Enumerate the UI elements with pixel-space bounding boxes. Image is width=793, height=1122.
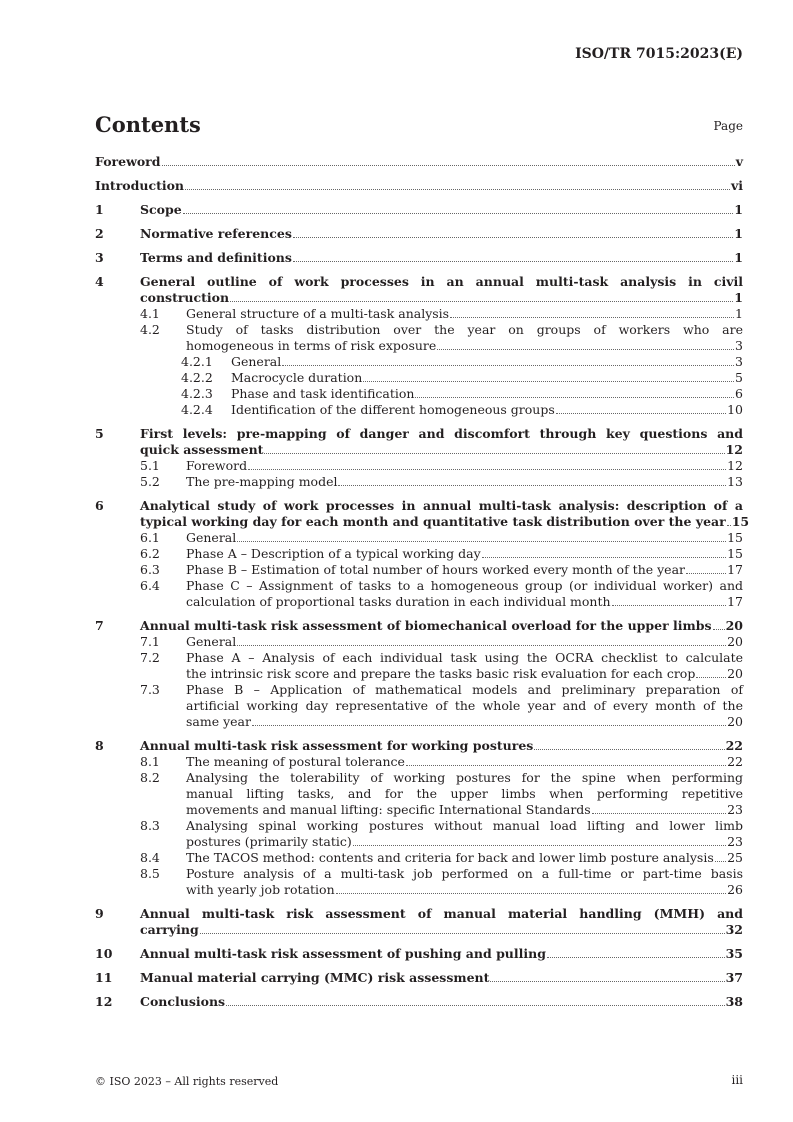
toc-entry-page: 17 (727, 594, 743, 609)
toc-entry-page: 25 (727, 850, 743, 865)
dot-leader (185, 189, 730, 190)
dot-leader (406, 765, 726, 766)
toc-entry-title-line: The TACOS method: contents and criteria for back and lower limb posture analysis (186, 850, 714, 865)
toc-entry-title-line: postures (primarily static) (186, 834, 352, 849)
toc-entry-page: vi (730, 178, 743, 193)
toc-entry-number: 2 (95, 226, 104, 241)
toc-entry-page: 12 (727, 458, 743, 473)
toc-entry-number: 7.2 (140, 650, 160, 665)
dot-leader (415, 397, 734, 398)
contents-heading: Contents (95, 112, 201, 137)
toc-entry-title-line: Analysing spinal working postures without manual load lifting and lower limb (186, 818, 743, 833)
toc-entry-number: 5 (95, 426, 104, 441)
toc-entry-number: 8.3 (140, 818, 160, 833)
dot-leader (293, 237, 733, 238)
toc-entry-number: 9 (95, 906, 104, 921)
toc-entry-number: 7 (95, 618, 104, 633)
toc-entry-number: 8.1 (140, 754, 160, 769)
copyright-footer: © ISO 2023 – All rights reserved (95, 1075, 279, 1088)
toc-entry[interactable] (95, 994, 743, 1010)
toc-entry-title-line: General (186, 634, 237, 649)
toc-entry-page: 15 (731, 514, 750, 529)
toc-entry-title-line: typical working day for each month and quantitative task distribution over the year (140, 514, 726, 529)
toc-entry-title-line: Identification of the different homogeneous groups (231, 402, 555, 417)
toc-entry[interactable] (95, 850, 743, 866)
dot-leader (612, 605, 727, 606)
toc-entry[interactable] (95, 618, 743, 634)
toc-entry-title-line: Posture analysis of a multi-task job performed on a full-time or part-time basis (186, 866, 743, 881)
toc-entry-page: 32 (725, 922, 743, 937)
toc-entry[interactable] (95, 682, 743, 730)
dot-leader (353, 845, 726, 846)
toc-entry-title-line: Foreword (186, 458, 248, 473)
toc-entry-page: v (735, 154, 743, 169)
dot-leader (727, 525, 731, 526)
toc-entry[interactable] (95, 578, 743, 610)
toc-entry-title-line: Introduction (95, 178, 185, 193)
toc-entry-title-line: Annual multi-task risk assessment of pushing and pulling (140, 946, 546, 961)
toc-entry[interactable] (95, 498, 750, 530)
toc-entry-title-line: Phase C – Assignment of tasks to a homogeneous group (or individual worker) and (186, 578, 743, 593)
toc-entry-page: 12 (725, 442, 743, 457)
toc-entry-number: 4 (95, 274, 104, 289)
dot-leader (230, 301, 733, 302)
toc-entry-number: 4.2.1 (181, 354, 213, 369)
toc-entry-page: 20 (727, 714, 743, 729)
dot-leader (282, 365, 734, 366)
toc-entry-page: 23 (727, 834, 743, 849)
dot-leader (715, 861, 726, 862)
toc-entry-title-line: with yearly job rotation (186, 882, 335, 897)
toc-entry-page: 13 (727, 474, 743, 489)
toc-entry[interactable] (95, 322, 743, 354)
toc-entry-title-line: The meaning of postural tolerance (186, 754, 405, 769)
toc-entry[interactable] (95, 426, 743, 458)
toc-entry-title-line: carrying (140, 922, 199, 937)
dot-leader (226, 1005, 725, 1006)
toc-entry[interactable] (95, 402, 743, 418)
toc-entry-page: 10 (727, 402, 743, 417)
toc-entry-page: 5 (735, 370, 743, 385)
dot-leader (237, 645, 726, 646)
dot-leader (592, 813, 726, 814)
toc-entry[interactable] (95, 738, 743, 754)
toc-entry-title-line: Phase B – Application of mathematical models and preliminary preparation of (186, 682, 743, 697)
dot-leader (237, 541, 726, 542)
toc-entry-page: 1 (734, 202, 743, 217)
toc-entry-number: 6.1 (140, 530, 160, 545)
toc-entry-title-line: Normative references (140, 226, 292, 241)
toc-entry[interactable] (95, 226, 743, 242)
toc-entry-number: 6.4 (140, 578, 160, 593)
dot-leader (713, 629, 725, 630)
page-number: iii (731, 1073, 743, 1087)
toc-entry-title-line: The pre-mapping model (186, 474, 338, 489)
toc-entry-number: 5.1 (140, 458, 160, 473)
toc-entry-title-line: Annual multi-task risk assessment for working postures (140, 738, 534, 753)
dot-leader (162, 165, 735, 166)
toc-entry-page: 17 (727, 562, 743, 577)
toc-entry-number: 4.1 (140, 306, 160, 321)
toc-entry-page: 20 (727, 634, 743, 649)
toc-entry-number: 8.4 (140, 850, 160, 865)
toc-entry-number: 11 (95, 970, 113, 985)
toc-entry-number: 3 (95, 250, 104, 265)
toc-entry[interactable] (95, 250, 743, 266)
toc-entry-page: 20 (727, 666, 743, 681)
toc-entry-title-line: Scope (140, 202, 182, 217)
toc-entry-number: 4.2.4 (181, 402, 213, 417)
toc-entry[interactable] (95, 634, 743, 650)
toc-entry[interactable] (95, 306, 743, 322)
toc-entry-page: 15 (727, 546, 743, 561)
toc-entry-title-line: Annual multi-task risk assessment of biomechanical overload for the upper limbs (140, 618, 712, 633)
toc-entry-title-line: Annual multi-task risk assessment of manual material handling (MMH) and (140, 906, 743, 921)
dot-leader (200, 933, 725, 934)
toc-entry-page: 6 (735, 386, 743, 401)
dot-leader (252, 725, 726, 726)
toc-entry-page: 38 (725, 994, 743, 1009)
dot-leader (686, 573, 726, 574)
toc-entry-page: 20 (725, 618, 743, 633)
dot-leader (183, 213, 734, 214)
toc-entry-number: 6.3 (140, 562, 160, 577)
toc-entry-title-line: Study of tasks distribution over the year on groups of workers who are (186, 322, 743, 337)
toc-entry[interactable] (95, 274, 743, 306)
dot-leader (248, 469, 726, 470)
toc-entry-title-line: General (231, 354, 282, 369)
dot-leader (336, 893, 726, 894)
toc-entry-page: 23 (727, 802, 743, 817)
dot-leader (338, 485, 726, 486)
toc-entry-number: 12 (95, 994, 113, 1009)
toc-entry-page: 3 (735, 338, 743, 353)
dot-leader (696, 677, 726, 678)
toc-entry-page: 22 (727, 754, 743, 769)
toc-entry-title-line: movements and manual lifting: specific International Standards (186, 802, 591, 817)
page-column-label: Page (713, 119, 743, 133)
toc-entry-page: 26 (727, 882, 743, 897)
toc-entry-number: 8.5 (140, 866, 160, 881)
toc-entry-number: 4.2 (140, 322, 160, 337)
toc-entry-title-line: calculation of proportional tasks duration in each individual month (186, 594, 611, 609)
toc-entry-page: 15 (727, 530, 743, 545)
toc-entry-title-line: same year (186, 714, 251, 729)
toc-entry[interactable] (95, 530, 743, 546)
toc-entry-title-line: Terms and definitions (140, 250, 292, 265)
dot-leader (293, 261, 733, 262)
toc-entry[interactable] (95, 474, 743, 490)
toc-entry-number: 8 (95, 738, 104, 753)
toc-entry-title-line: Conclusions (140, 994, 226, 1009)
dot-leader (264, 453, 724, 454)
toc-entry-number: 8.2 (140, 770, 160, 785)
toc-entry-page: 1 (734, 250, 743, 265)
document-id: ISO/TR 7015:2023(E) (575, 46, 743, 62)
toc-entry-page: 3 (735, 354, 743, 369)
dot-leader (534, 749, 724, 750)
toc-entry[interactable] (95, 562, 743, 578)
toc-entry-title-line: General (186, 530, 237, 545)
toc-entry-page: 22 (725, 738, 743, 753)
dot-leader (437, 349, 734, 350)
toc-entry[interactable] (95, 650, 743, 682)
toc-entry[interactable] (95, 818, 743, 850)
toc-entry-title-line: Phase A – Analysis of each individual task using the OCRA checklist to calculate (186, 650, 743, 665)
toc-entry[interactable] (95, 370, 743, 386)
toc-entry-number: 7.3 (140, 682, 160, 697)
toc-entry-title-line: General structure of a multi-task analysis (186, 306, 450, 321)
toc-entry-page: 1 (734, 290, 743, 305)
dot-leader (363, 381, 734, 382)
dot-leader (556, 413, 726, 414)
toc-entry-title-line: Phase A – Description of a typical working day (186, 546, 481, 561)
toc-entry-title-line: Analytical study of work processes in annual multi-task analysis: description of a (140, 498, 743, 513)
toc-entry-title-line: manual lifting tasks, and for the upper limbs when performing repetitive (186, 786, 743, 801)
toc-entry[interactable] (95, 546, 743, 562)
toc-entry[interactable] (95, 178, 743, 194)
toc-entry[interactable] (95, 770, 743, 818)
toc-entry[interactable] (95, 354, 743, 370)
toc-entry[interactable] (95, 154, 743, 170)
toc-entry[interactable] (95, 386, 743, 402)
toc-entry[interactable] (95, 754, 743, 770)
dot-leader (547, 957, 725, 958)
toc-entry-title-line: quick assessment (140, 442, 264, 457)
toc-entry[interactable] (95, 946, 743, 962)
toc-entry-title-line: First levels: pre-mapping of danger and discomfort through key questions and (140, 426, 743, 441)
toc-entry-title-line: General outline of work processes in an annual multi-task analysis in civil (140, 274, 743, 289)
toc-entry-number: 4.2.3 (181, 386, 213, 401)
toc-entry[interactable] (95, 906, 743, 938)
toc-entry-page: 1 (735, 306, 743, 321)
toc-entry-title-line: construction (140, 290, 230, 305)
toc-entry-number: 4.2.2 (181, 370, 213, 385)
toc-entry-title-line: Phase and task identification (231, 386, 415, 401)
toc-entry-number: 10 (95, 946, 113, 961)
toc-entry-title-line: homogeneous in terms of risk exposure (186, 338, 437, 353)
dot-leader (490, 981, 724, 982)
toc-entry-number: 1 (95, 202, 104, 217)
toc-entry-number: 6 (95, 498, 104, 513)
toc-entry[interactable] (95, 202, 743, 218)
toc-entry-title-line: Analysing the tolerability of working postures for the spine when performing (186, 770, 743, 785)
toc-entry-title-line: Phase B – Estimation of total number of hours worked every month of the year (186, 562, 686, 577)
table-of-contents (95, 154, 750, 1010)
toc-entry-number: 5.2 (140, 474, 160, 489)
toc-entry-title-line: Foreword (95, 154, 161, 169)
toc-entry-title-line: artificial working day representative of the whole year and of every month of the (186, 698, 743, 713)
toc-entry-page: 1 (734, 226, 743, 241)
toc-entry-page: 37 (725, 970, 743, 985)
toc-entry-page: 35 (725, 946, 743, 961)
toc-entry-number: 7.1 (140, 634, 160, 649)
toc-entry[interactable] (95, 458, 743, 474)
toc-entry[interactable] (95, 970, 743, 986)
toc-entry-title-line: Macrocycle duration (231, 370, 363, 385)
toc-entry-title-line: the intrinsic risk score and prepare the tasks basic risk evaluation for each crop (186, 666, 696, 681)
dot-leader (482, 557, 726, 558)
toc-entry-title-line: Manual material carrying (MMC) risk assessment (140, 970, 490, 985)
toc-entry[interactable] (95, 866, 743, 898)
toc-entry-number: 6.2 (140, 546, 160, 561)
dot-leader (450, 317, 734, 318)
